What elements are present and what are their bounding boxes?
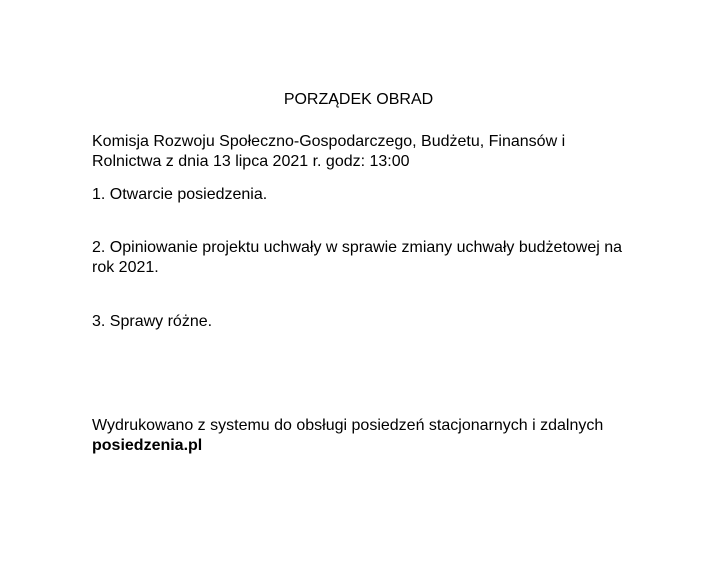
agenda-item-2 (92, 238, 652, 278)
document-title: PORZĄDEK OBRAD (283, 91, 434, 108)
print-footer (92, 416, 652, 456)
committee-line-1: Komisja Rozwoju Społeczno-Gospodarczego, Budżetu, Finansów i (92, 133, 566, 150)
agenda-item-text-continued: rok 2021. (92, 259, 159, 276)
agenda-item-3 (92, 312, 652, 332)
footer-link[interactable]: posiedzenia.pl (92, 437, 203, 454)
agenda-item-text: 3. Sprawy różne. (92, 313, 213, 330)
footer-text: Wydrukowano z systemu do obsługi posiedzeń stacjonarnych i zdalnych (92, 417, 604, 434)
agenda-item-text: 1. Otwarcie posiedzenia. (92, 186, 268, 203)
committee-header (92, 132, 652, 172)
committee-line-2: Rolnictwa z dnia 13 lipca 2021 r. godz: 13:00 (92, 153, 410, 170)
agenda-item-text: 2. Opiniowanie projektu uchwały w sprawie zmiany uchwały budżetowej na (92, 239, 623, 256)
agenda-item-1 (92, 185, 652, 205)
